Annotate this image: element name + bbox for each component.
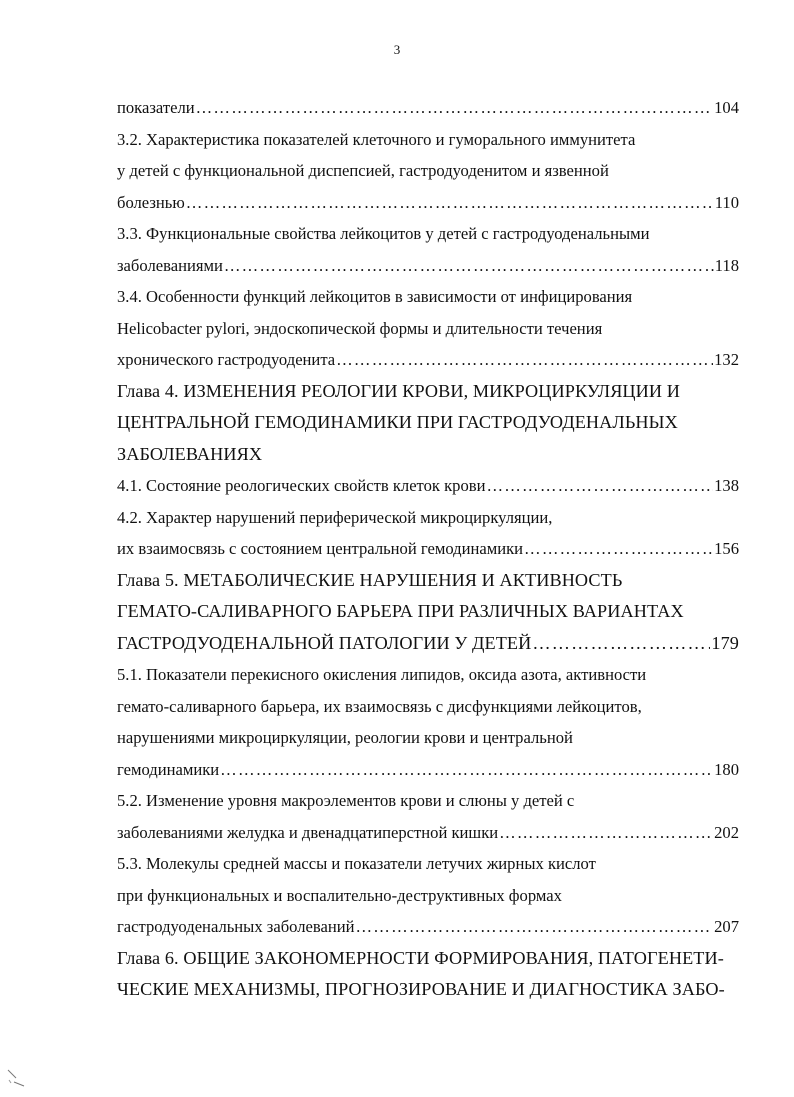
toc-entry-title: хронического гастродуоденита: [117, 350, 336, 369]
toc-line: у детей с функциональной диспепсией, гастродуоденитом и язвенной: [117, 161, 609, 180]
toc-entry-title: 4.1. Состояние реологических свойств клеток крови: [117, 476, 486, 495]
toc-page-number: 104: [714, 98, 739, 117]
toc-page-number: 156: [714, 539, 739, 558]
toc-entry-title: их взаимосвязь с состоянием центральной гемодинамики: [117, 539, 524, 558]
toc-entry-title: заболеваниями желудка и двенадцатиперстной кишки: [117, 822, 499, 842]
toc-line: Helicobacter pylori, эндоскопической формы и длительности течения: [117, 318, 603, 338]
toc-line: [117, 344, 739, 376]
toc-line: [117, 911, 739, 943]
dot-leader: [220, 754, 713, 786]
toc-entry-title: ГАСТРОДУОДЕНАЛЬНОЙ ПАТОЛОГИИ У ДЕТЕЙ: [117, 632, 532, 653]
toc-chapter-line: ЦЕНТРАЛЬНОЙ ГЕМОДИНАМИКИ ПРИ ГАСТРОДУОДЕНАЛЬНЫХ: [117, 412, 678, 432]
dot-leader: [186, 187, 714, 219]
toc-page-number: 179: [711, 632, 739, 653]
table-of-contents: [117, 92, 739, 1006]
toc-page-number: 118: [714, 255, 739, 275]
toc-line: 3.2. Характеристика показателей клеточного и гуморального иммунитета: [117, 129, 636, 149]
dot-leader: [499, 817, 713, 849]
toc-line: гемато-саливарного барьера, их взаимосвязь с дисфункциями лейкоцитов,: [117, 696, 642, 716]
toc-chapter-line: ЗАБОЛЕВАНИЯХ: [117, 443, 263, 464]
toc-line: 3.3. Функциональные свойства лейкоцитов у детей с гастродуоденальными: [117, 224, 650, 243]
toc-line: 3.4. Особенности функций лейкоцитов в зависимости от инфицирования: [117, 287, 633, 306]
toc-entry-title: гемодинамики: [117, 759, 220, 779]
toc-entry-title: показатели: [117, 98, 195, 117]
toc-entry-title: болезнью: [117, 192, 185, 212]
toc-line: 5.1. Показатели перекисного окисления липидов, оксида азота, активности: [117, 665, 647, 684]
dot-leader: [532, 628, 710, 660]
toc-page-number: 110: [714, 192, 739, 212]
toc-line: 5.3. Молекулы средней массы и показатели летучих жирных кислот: [117, 854, 596, 873]
page-number: 3: [393, 42, 401, 57]
toc-line: [117, 92, 739, 124]
toc-line: [117, 250, 739, 282]
toc-chapter-line: Глава 4. ИЗМЕНЕНИЯ РЕОЛОГИИ КРОВИ, МИКРОЦИРКУЛЯЦИИ И: [117, 380, 681, 401]
toc-page-number: 180: [714, 759, 739, 779]
toc-page-number: 132: [714, 350, 739, 369]
toc-line: [117, 470, 739, 502]
toc-chapter-line: Глава 6. ОБЩИЕ ЗАКОНОМЕРНОСТИ ФОРМИРОВАНИЯ, ПАТОГЕНЕТИ-: [117, 947, 724, 968]
toc-entry-title: гастродуоденальных заболеваний: [117, 917, 355, 936]
toc-chapter-line: [117, 628, 739, 660]
toc-line: нарушениями микроциркуляции, реологии крови и центральной: [117, 728, 573, 747]
toc-line: 4.2. Характер нарушений периферической микроциркуляции,: [117, 507, 553, 527]
toc-chapter-line: ГЕМАТО-САЛИВАРНОГО БАРЬЕРА ПРИ РАЗЛИЧНЫХ ВАРИАНТАХ: [117, 601, 684, 621]
toc-line: [117, 187, 739, 219]
toc-entry-title: заболеваниями: [117, 255, 223, 275]
toc-line: при функциональных и воспалительно-деструктивных формах: [117, 885, 562, 905]
toc-page-number: 207: [714, 917, 739, 936]
dot-leader: [224, 250, 714, 282]
dot-leader: [524, 533, 713, 565]
dot-leader: [336, 344, 713, 376]
scan-artifact-icon: [6, 1068, 28, 1088]
dot-leader: [355, 911, 713, 943]
toc-page-number: 138: [714, 476, 739, 495]
dot-leader: [196, 92, 713, 124]
toc-page-number: 202: [714, 822, 739, 842]
dot-leader: [486, 470, 713, 502]
toc-chapter-line: ЧЕСКИЕ МЕХАНИЗМЫ, ПРОГНОЗИРОВАНИЕ И ДИАГНОСТИКА ЗАБО-: [117, 979, 725, 999]
toc-line: 5.2. Изменение уровня макроэлементов крови и слюны у детей с: [117, 791, 575, 810]
toc-line: [117, 533, 739, 565]
toc-line: [117, 754, 739, 786]
toc-line: [117, 817, 739, 849]
toc-chapter-line: Глава 5. МЕТАБОЛИЧЕСКИЕ НАРУШЕНИЯ И АКТИВНОСТЬ: [117, 569, 623, 590]
